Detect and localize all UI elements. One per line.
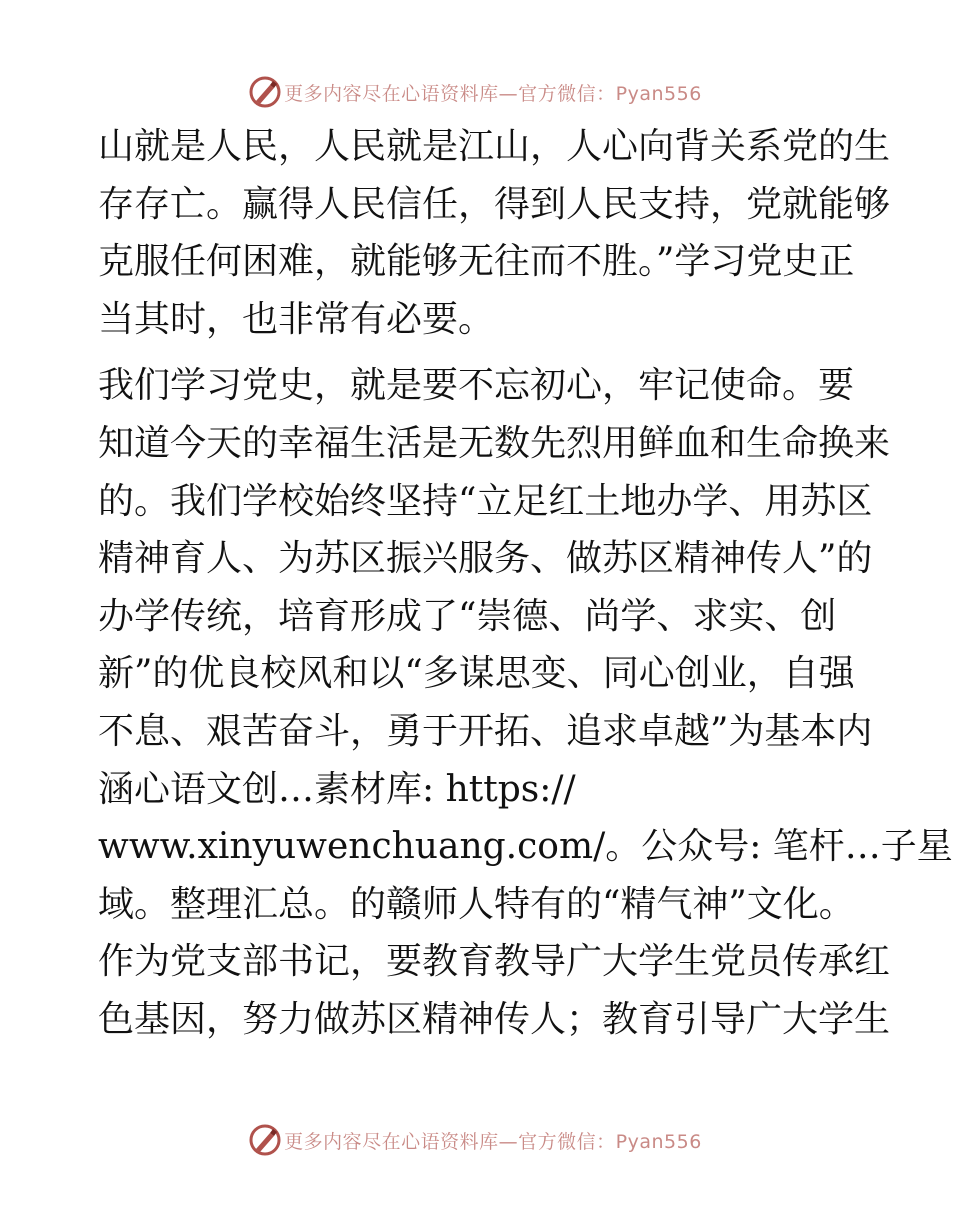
- body-line: 精神育人、为苏区振兴服务、做苏区精神传人”的: [98, 538, 873, 580]
- body-line: 涵心语文创…素材库: https://: [98, 768, 576, 810]
- body-line: 色基因，努力做苏区精神传人；教育引导广大学生: [98, 998, 891, 1040]
- body-line: 当其时，也非常有必要。: [98, 298, 495, 340]
- body-line: 知道今天的幸福生活是无数先烈用鲜血和生命换来: [98, 422, 891, 464]
- body-line: 的。我们学校始终坚持“立足红土地办学、用苏区: [98, 480, 873, 522]
- body-line: 存存亡。赢得人民信任，得到人民支持，党就能够: [98, 183, 891, 225]
- body-line: www.xinyuwenchuang.com/。公众号: 笔杆…子星: [98, 826, 953, 868]
- body-line: 我们学习党史，就是要不忘初心，牢记使命。要: [98, 365, 855, 407]
- body-line: 办学传统，培育形成了“崇德、尚学、求实、创: [98, 595, 837, 637]
- body-line: 山就是人民，人民就是江山，人心向背关系党的生: [98, 126, 891, 167]
- body-line: 不息、艰苦奋斗，勇于开拓、追求卓越”为基本内: [98, 710, 873, 752]
- footer-banner: [0, 1122, 950, 1158]
- pen-circle-logo-icon: [248, 1123, 282, 1157]
- header-banner-text: 更多内容尽在心语资料库—官方微信：Pyan556: [284, 82, 702, 105]
- header-banner: [0, 74, 950, 110]
- document-body: [98, 118, 953, 1049]
- footer-banner-text: 更多内容尽在心语资料库—官方微信：Pyan556: [284, 1130, 702, 1153]
- pen-circle-logo-icon: [248, 75, 282, 109]
- body-line: 域。整理汇总。的赣师人特有的“精气神”文化。: [98, 883, 855, 925]
- body-line: 克服任何困难，就能够无往而不胜。”学习党史正: [98, 241, 855, 283]
- body-line: 作为党支部书记，要教育教导广大学生党员传承红: [98, 941, 891, 983]
- body-line: 新”的优良校风和以“多谋思变、同心创业，自强: [98, 653, 855, 695]
